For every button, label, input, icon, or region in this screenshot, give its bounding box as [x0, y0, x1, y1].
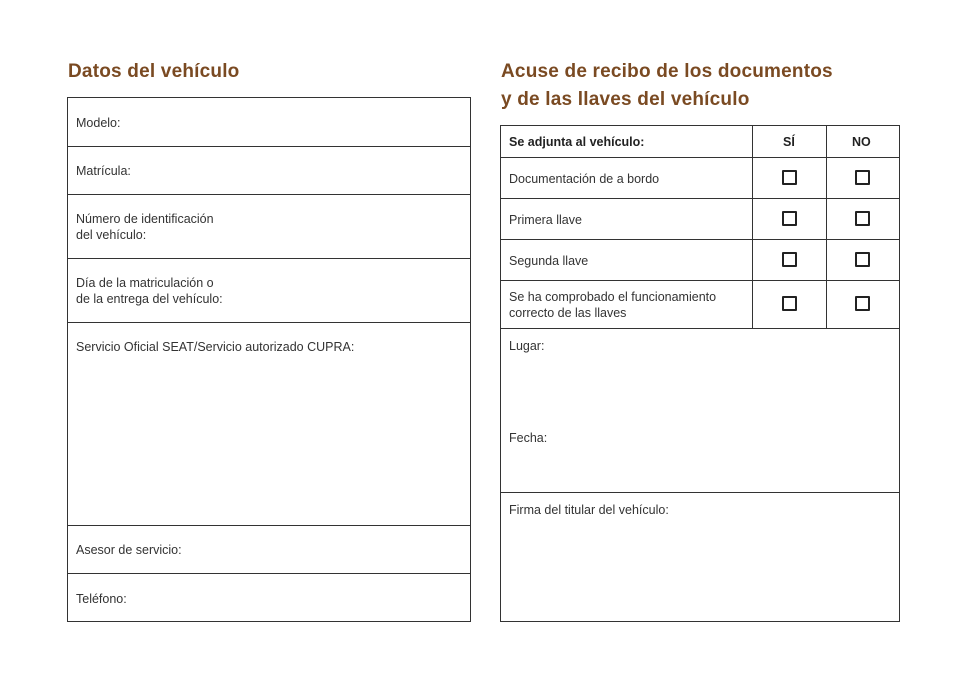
service-center-field[interactable]: [68, 323, 470, 526]
key-check-no-checkbox[interactable]: [855, 296, 870, 311]
signature-label: Firma del titular del vehículo:: [509, 503, 669, 517]
no-header: NO: [852, 135, 871, 149]
service-advisor-label: Asesor de servicio:: [76, 543, 182, 557]
yes-header: SÍ: [783, 135, 795, 149]
phone-label: Teléfono:: [76, 592, 127, 606]
first-key-yes-checkbox[interactable]: [782, 211, 797, 226]
key-check-label: Se ha comprobado el funcionamiento correcto de las llaves: [509, 290, 717, 320]
acknowledgement-form: [500, 125, 900, 622]
place-date-field[interactable]: [501, 329, 899, 493]
first-key-label: Primera llave: [509, 213, 582, 227]
place-label: Lugar:: [509, 339, 545, 353]
second-key-label: Segunda llave: [509, 254, 589, 268]
onboard-docs-yes-checkbox[interactable]: [782, 170, 797, 185]
second-key-no-checkbox[interactable]: [855, 252, 870, 267]
vehicle-data-form: [67, 97, 471, 622]
attached-header: Se adjunta al vehículo:: [509, 135, 645, 149]
service-advisor-field[interactable]: [68, 526, 470, 574]
vehicle-data-heading: Datos del vehículo: [68, 61, 240, 82]
vin-field[interactable]: [68, 195, 470, 259]
date-label: Fecha:: [509, 431, 548, 445]
plate-label: Matrícula:: [76, 164, 131, 178]
table-header: [501, 126, 899, 158]
model-field[interactable]: [68, 98, 470, 147]
table-row: [501, 199, 899, 240]
registration-date-field[interactable]: [68, 259, 470, 323]
onboard-docs-label: Documentación de a bordo: [509, 172, 660, 186]
phone-field[interactable]: [68, 574, 470, 621]
registration-date-label: Día de la matriculación o de la entrega del vehículo:: [76, 276, 223, 306]
column-divider: [752, 126, 753, 329]
second-key-yes-checkbox[interactable]: [782, 252, 797, 267]
vin-label: Número de identificación del vehículo:: [76, 212, 214, 242]
column-divider: [826, 126, 827, 329]
table-row: [501, 281, 899, 329]
first-key-no-checkbox[interactable]: [855, 211, 870, 226]
onboard-docs-no-checkbox[interactable]: [855, 170, 870, 185]
model-label: Modelo:: [76, 116, 121, 130]
table-row: [501, 240, 899, 281]
key-check-yes-checkbox[interactable]: [782, 296, 797, 311]
table-row: [501, 158, 899, 199]
service-center-label: Servicio Oficial SEAT/Servicio autorizado CUPRA:: [76, 340, 355, 354]
plate-field[interactable]: [68, 147, 470, 195]
acknowledgement-heading: Acuse de recibo de los documentos y de las llaves del vehículo: [501, 61, 833, 110]
signature-field[interactable]: [501, 493, 899, 621]
